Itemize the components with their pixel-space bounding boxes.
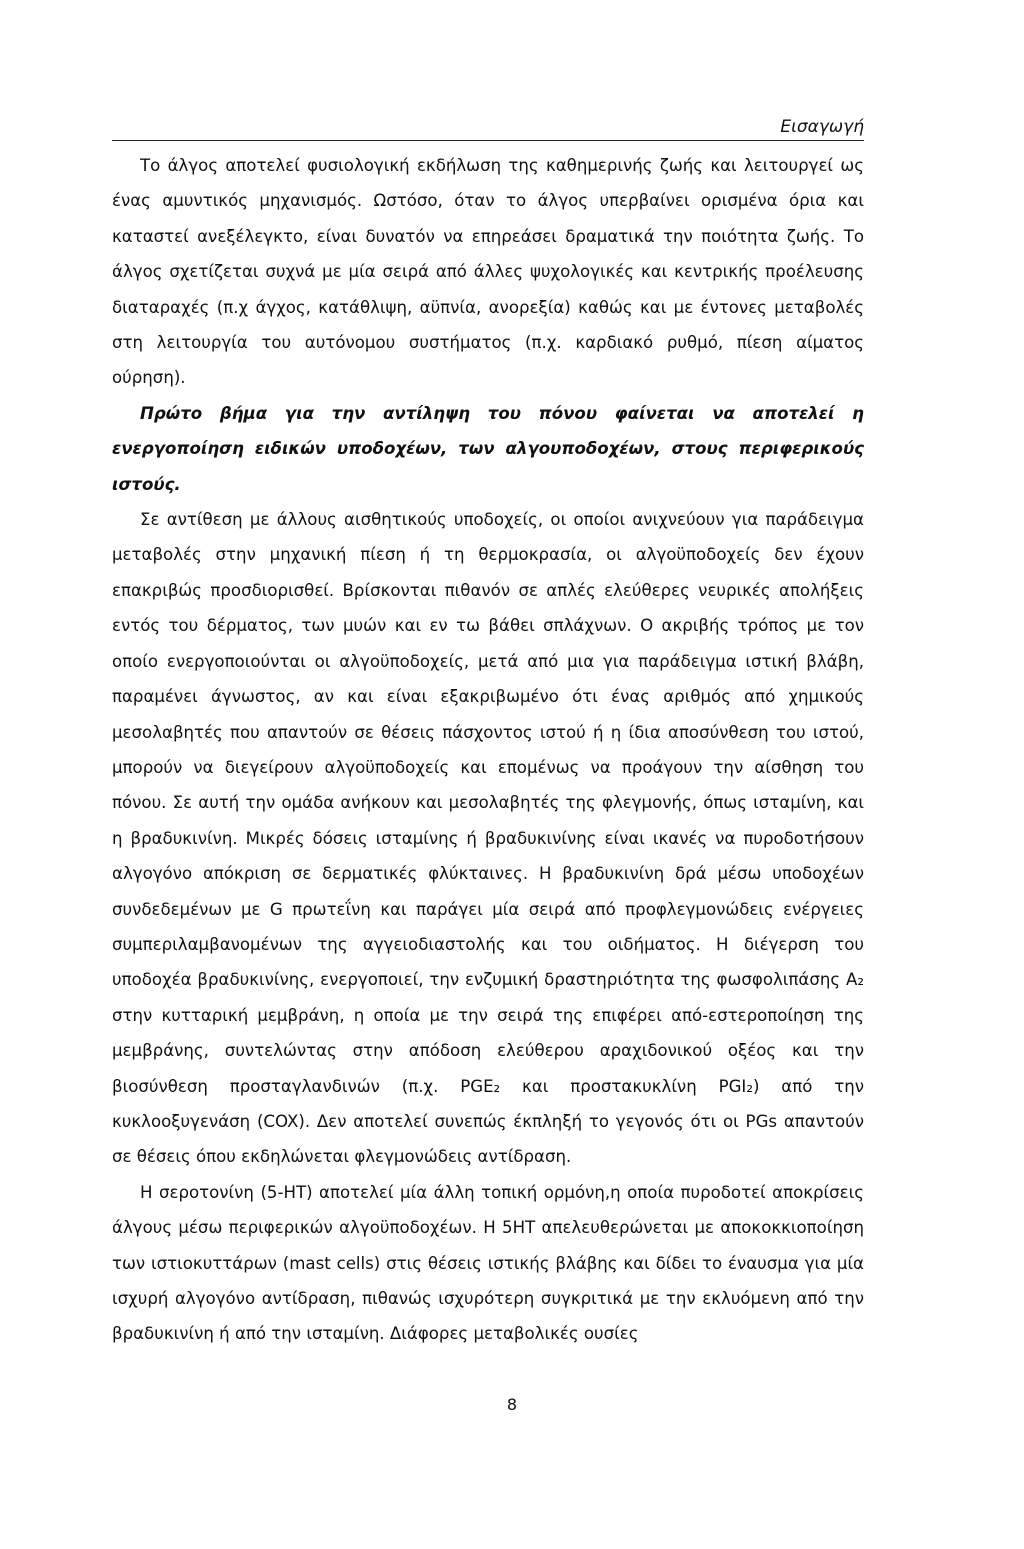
paragraph-intro: Το άλγος αποτελεί φυσιολογική εκδήλωση της καθημερινής ζωής και λειτουργεί ως ένας αμυντικός μηχανισμός. Ωστόσο, όταν το άλγος υπερβαίνει ορισμένα όρια και καταστεί ανεξέλεγκτο, είναι δυνατόν να επηρεάσει δραματικά την ποιότητα ζωής. Το άλγος σχετίζεται συχνά με μία σειρά από άλλες ψυχολογικές και κεντρικής προέλευσης διαταραχές (π.χ άγχος, κατάθλιψη, αϋπνία, ανορεξία) καθώς και με έντονες μεταβολές στη λειτουργία του αυτόνομου συστήματος (π.χ. καρδιακό ρυθμό, πίεση αίματος ούρηση). (112, 156, 864, 388)
running-header (112, 116, 864, 141)
page-body (112, 148, 864, 1352)
paragraph-serotonin: Η σεροτονίνη (5-HT) αποτελεί μία άλλη τοπική ορμόνη,η οποία πυροδοτεί αποκρίσεις άλγους μέσω περιφερικών αλγοϋποδοχέων. Η 5HT απελευθερώνεται με αποκοκκιοποίηση των ιστιοκυττάρων (mast cells) στις θέσεις ιστικής βλάβης και δίδει το έναυσμα για μία ισχυρή αλγογόνο αντίδραση, πιθανώς ισχυρότερη συγκριτικά με την εκλυόμενη από την βραδυκινίνη ή από την ισταμίνη. Διάφορες μεταβολικές ουσίες (112, 1182, 864, 1344)
page-number: 8 (506, 1395, 518, 1414)
paragraph-nociceptors: Σε αντίθεση με άλλους αισθητικούς υποδοχείς, οι οποίοι ανιχνεύουν για παράδειγμα μεταβολές στην μηχανική πίεση ή τη θερμοκρασία, οι αλγοϋποδοχείς δεν έχουν επακριβώς προσδιορισθεί. Βρίσκονται πιθανόν σε απλές ελεύθερες νευρικές απολήξεις εντός του δέρματος, των μυών και εν τω βάθει σπλάχνων. Ο ακριβής τρόπος με τον οποίο ενεργοποιούνται οι αλγοϋποδοχείς, μετά από μια για παράδειγμα ιστική βλάβη, παραμένει άγνωστος, αν και είναι εξακριβωμένο ότι ένας αριθμός από χημικούς μεσολαβητές που απαντούν σε θέσεις πάσχοντος ιστού ή η ίδια αποσύνθεση του ιστού, μπορούν να διεγείρουν αλγοϋποδοχείς και επομένως να προάγουν την αίσθηση του πόνου. Σε αυτή την ομάδα ανήκουν και μεσολαβητές της φλεγμονής, όπως ισταμίνη, και η βραδυκινίνη. Μικρές δόσεις ισταμίνης ή βραδυκινίνης είναι ικανές να πυροδοτήσουν αλγογόνο απόκριση σε δερματικές φλύκταινες. Η βραδυκινίνη δρά μέσω υποδοχέων συνδεδεμένων με G πρωτεΐνη και παράγει μία σειρά από προφλεγμονώδεις ενέργειες συμπεριλαμβανομένων της αγγειοδιαστολής και του οιδήματος. Η διέγερση του υποδοχέα βραδυκινίνης, ενεργοποιεί, την ενζυμική δραστηριότητα της φωσφολιπάσης A₂ στην κυτταρική μεμβράνη, η οποία με την σειρά της επιφέρει από-εστεροποίηση της μεμβράνης, συντελώντας στην απόδοση ελεύθερου αραχιδονικού οξέος και την βιοσύνθεση προσταγλανδινών (π.χ. PGE₂ και προστακυκλίνη PGI₂) από την κυκλοοξυγενάση (COX). Δεν αποτελεί συνεπώς έκπληξή το γεγονός ότι οι PGs απαντούν σε θέσεις όπου εκδηλώνεται φλεγμονώδεις αντίδραση. (112, 510, 864, 1167)
header-title: Εισαγωγή (780, 117, 864, 137)
paragraph-emphasis: Πρώτο βήμα για την αντίληψη του πόνου φαίνεται να αποτελεί η ενεργοποίηση ειδικών υποδοχέων, των αλγουποδοχέων, στους περιφερικούς ιστούς. (112, 403, 864, 494)
